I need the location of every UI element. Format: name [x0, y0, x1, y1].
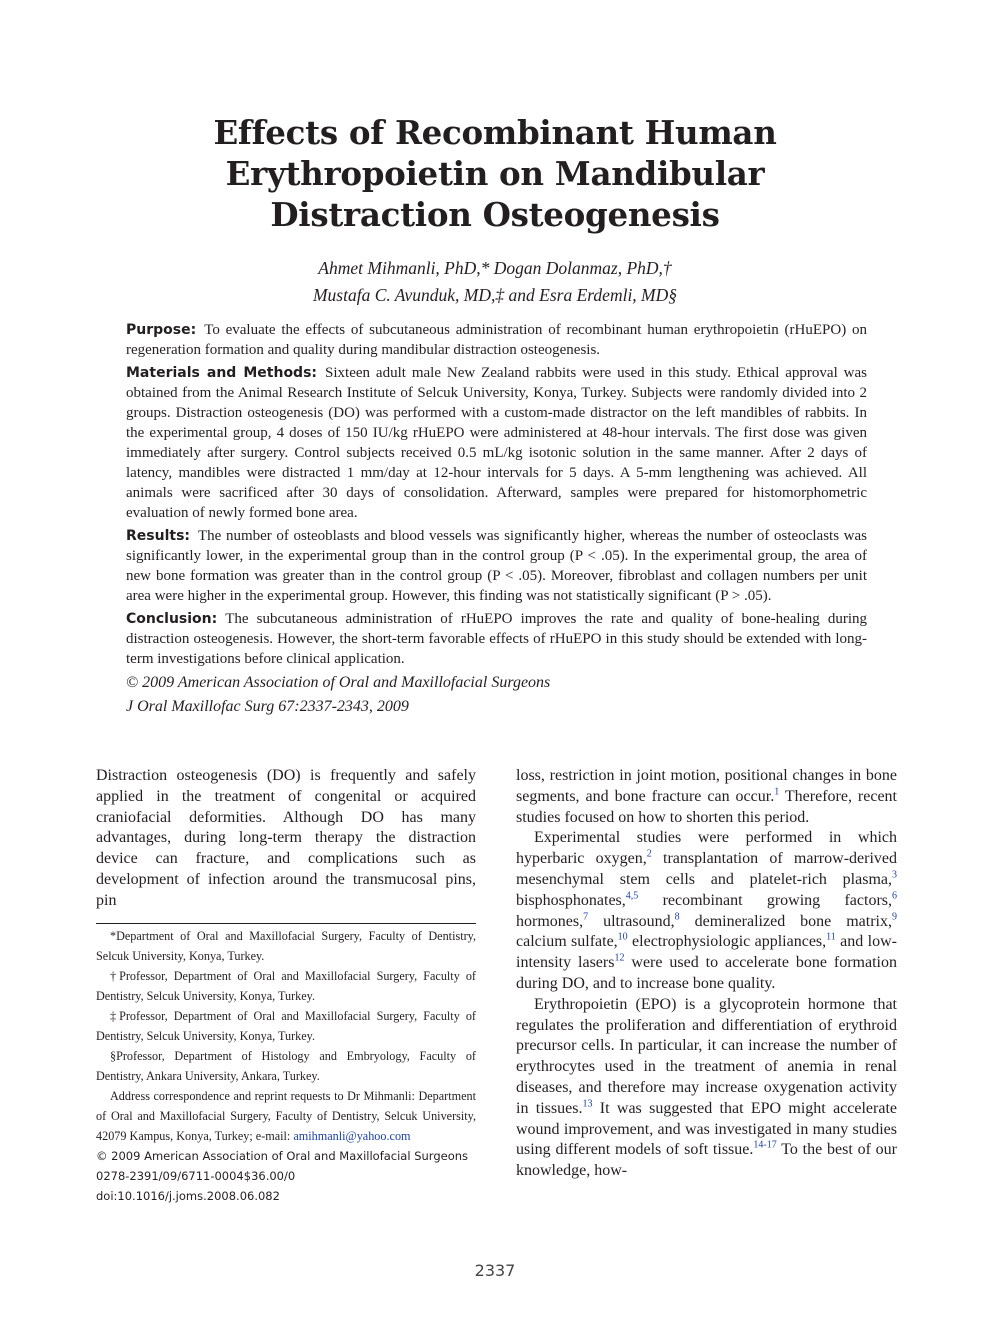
- results-heading: Results:: [126, 528, 190, 544]
- text-run: Erythropoietin (EPO) is a glycoprotein hormone that regulates the proliferation and differentiation of erythroid precursor cells. In particular, it can increase the number of erythrocytes used in the treatment of anemia in renal diseases, and therefore may increase oxygenation activity in tissues.: [516, 995, 897, 1117]
- footnote-affiliation-3: ‡Professor, Department of Oral and Maxillofacial Surgery, Faculty of Dentistry, Selcuk University, Konya, Turkey.: [96, 1009, 476, 1043]
- abstract-conclusion: [126, 609, 867, 669]
- citation-ref[interactable]: 2: [646, 848, 652, 860]
- abstract-copyright: © 2009 American Association of Oral and Maxillofacial Surgeons: [126, 674, 551, 691]
- text-run: calcium sulfate,: [516, 933, 618, 951]
- text-run: bisphosphonates,: [516, 891, 626, 909]
- page-number: 2337: [474, 1261, 516, 1280]
- authors-line-1: Ahmet Mihmanli, PhD,* Dogan Dolanmaz, PhD,†: [318, 258, 672, 278]
- body-left-column: [96, 766, 476, 912]
- authors-line-2: Mustafa C. Avunduk, MD,‡ and Esra Erdemli, MD§: [312, 285, 678, 305]
- text-run: ultrasound,: [588, 912, 675, 930]
- footnote-affiliation-2: †Professor, Department of Oral and Maxillofacial Surgery, Faculty of Dentistry, Selcuk University, Konya, Turkey.: [96, 969, 476, 1003]
- citation-ref[interactable]: 9: [892, 911, 898, 923]
- text-run: recombinant growing factors,: [638, 891, 892, 909]
- purpose-heading: Purpose:: [126, 322, 197, 338]
- text-run: hormones,: [516, 912, 584, 930]
- methods-heading: Materials and Methods:: [126, 365, 318, 381]
- article-title: [0, 112, 990, 235]
- title-line-3: Distraction Osteogenesis: [270, 195, 720, 234]
- email-link[interactable]: amihmanli@yahoo.com: [293, 1129, 411, 1143]
- paragraph-continued: [516, 766, 897, 828]
- text-run: Experimental studies were performed in which hyperbaric oxygen,: [516, 829, 897, 868]
- author-list: [0, 255, 990, 309]
- citation-ref[interactable]: 12: [614, 952, 625, 964]
- citation-ref[interactable]: 10: [617, 932, 628, 944]
- text-run: and low-intensity lasers: [516, 933, 897, 972]
- results-text: The number of osteoblasts and blood vessels was significantly higher, whereas the number of osteoclasts was significantly lower, in the experimental group than in the control group (P < .05). In the experimental group, the area of new bone formation was greater than in the control group (P < .05). Moreover, fibroblast and collagen numbers per unit area were higher in the experimental group. However, this finding was not statistically significant (P > .05).: [126, 528, 867, 604]
- footnotes: [96, 926, 476, 1206]
- text-run: Therefore, recent studies focused on how to shorten this period.: [516, 787, 897, 826]
- citation-ref[interactable]: 8: [674, 911, 680, 923]
- footnote-doi: doi:10.1016/j.joms.2008.06.082: [96, 1189, 280, 1203]
- intro-paragraph: Distraction osteogenesis (DO) is frequently and safely applied in the treatment of congenital or acquired craniofacial deformities. Although DO has many advantages, during long-term therapy the distraction device can fracture, and complications such as development of infection around the transmucosal pins, pin: [96, 767, 476, 909]
- text-run: demineralized bone matrix,: [679, 912, 893, 930]
- methods-text: Sixteen adult male New Zealand rabbits were used in this study. Ethical approval was obtained from the Animal Research Institute of Selcuk University, Konya, Turkey. Subjects were randomly divided into 2 groups. Distraction osteogenesis (DO) was performed with a custom-made distractor on the left mandibles of rabbits. In the experimental group, 4 doses of 150 IU/kg rHuEPO were administered at 48-hour intervals. The first dose was given immediately after surgery. Control subjects received 0.5 mL/kg isotonic solution in the same manner. After 2 days of latency, mandibles were distracted 1 mm/day at 12-hour intervals for 5 days. A 5-mm lengthening was achieved. All animals were sacrificed after 30 days of consolidation. Afterward, samples were prepared for histomorphometric evaluation of newly formed bone area.: [126, 365, 867, 521]
- abstract: [126, 320, 867, 720]
- conclusion-text: The subcutaneous administration of rHuEPO improves the rate and quality of bone-healing during distraction osteogenesis. However, the short-term favorable effects of rHuEPO in this study should be extended with long-term investigations before clinical application.: [126, 611, 867, 667]
- text-run: electrophysiologic appliances,: [627, 933, 827, 951]
- abstract-citation: J Oral Maxillofac Surg 67:2337-2343, 2009: [126, 698, 409, 715]
- abstract-results: [126, 526, 867, 606]
- abstract-purpose: [126, 320, 867, 360]
- citation-ref[interactable]: 14-17: [753, 1140, 777, 1152]
- body-right-column: [516, 766, 897, 1182]
- footnote-issn: 0278-2391/09/6711-0004$36.00/0: [96, 1169, 296, 1183]
- title-line-2: Erythropoietin on Mandibular: [225, 154, 765, 193]
- citation-ref[interactable]: 1: [774, 786, 780, 798]
- footnote-correspondence: [96, 1086, 476, 1146]
- footnote-affiliation-4: §Professor, Department of Histology and Embryology, Faculty of Dentistry, Ankara University, Ankara, Turkey.: [96, 1049, 476, 1083]
- paragraph-erythropoietin: [516, 995, 897, 1182]
- paragraph-experimental-studies: [516, 828, 897, 994]
- citation-ref[interactable]: 13: [582, 1098, 593, 1110]
- footnote-divider: [96, 923, 476, 924]
- title-line-1: Effects of Recombinant Human: [213, 113, 777, 152]
- conclusion-heading: Conclusion:: [126, 611, 218, 627]
- citation-ref[interactable]: 4,5: [625, 890, 639, 902]
- purpose-text: To evaluate the effects of subcutaneous administration of recombinant human erythropoietin (rHuEPO) on regeneration formation and quality during mandibular distraction osteogenesis.: [126, 322, 867, 358]
- citation-ref[interactable]: 7: [583, 911, 589, 923]
- text-run: To the best of our knowledge, how-: [516, 1141, 898, 1180]
- citation-ref[interactable]: 11: [826, 932, 836, 944]
- footnote-affiliation-1: *Department of Oral and Maxillofacial Surgery, Faculty of Dentistry, Selcuk University, Konya, Turkey.: [96, 929, 476, 963]
- citation-ref[interactable]: 3: [892, 869, 897, 881]
- abstract-methods: [126, 363, 867, 523]
- text-run: transplantation of marrow-derived mesenchymal stem cells and platelet-rich plasma,: [516, 850, 897, 888]
- text-run: were used to accelerate bone formation during DO, and to increase bone quality.: [516, 954, 897, 992]
- text-run: loss, restriction in joint motion, positional changes in bone segments, and bone fracture can occur.: [516, 767, 897, 805]
- citation-ref[interactable]: 6: [892, 890, 897, 902]
- correspondence-text: Address correspondence and reprint requests to Dr Mihmanli: Department of Oral and Maxillofacial Surgery, Faculty of Dentistry, Selcuk University, 42079 Kampus, Konya, Turkey; e-mail:: [96, 1089, 476, 1143]
- footnote-copyright: © 2009 American Association of Oral and Maxillofacial Surgeons: [96, 1149, 469, 1163]
- text-run: It was suggested that EPO might accelerate wound improvement, and was investigated in many studies using different models of soft tissue.: [516, 1099, 897, 1159]
